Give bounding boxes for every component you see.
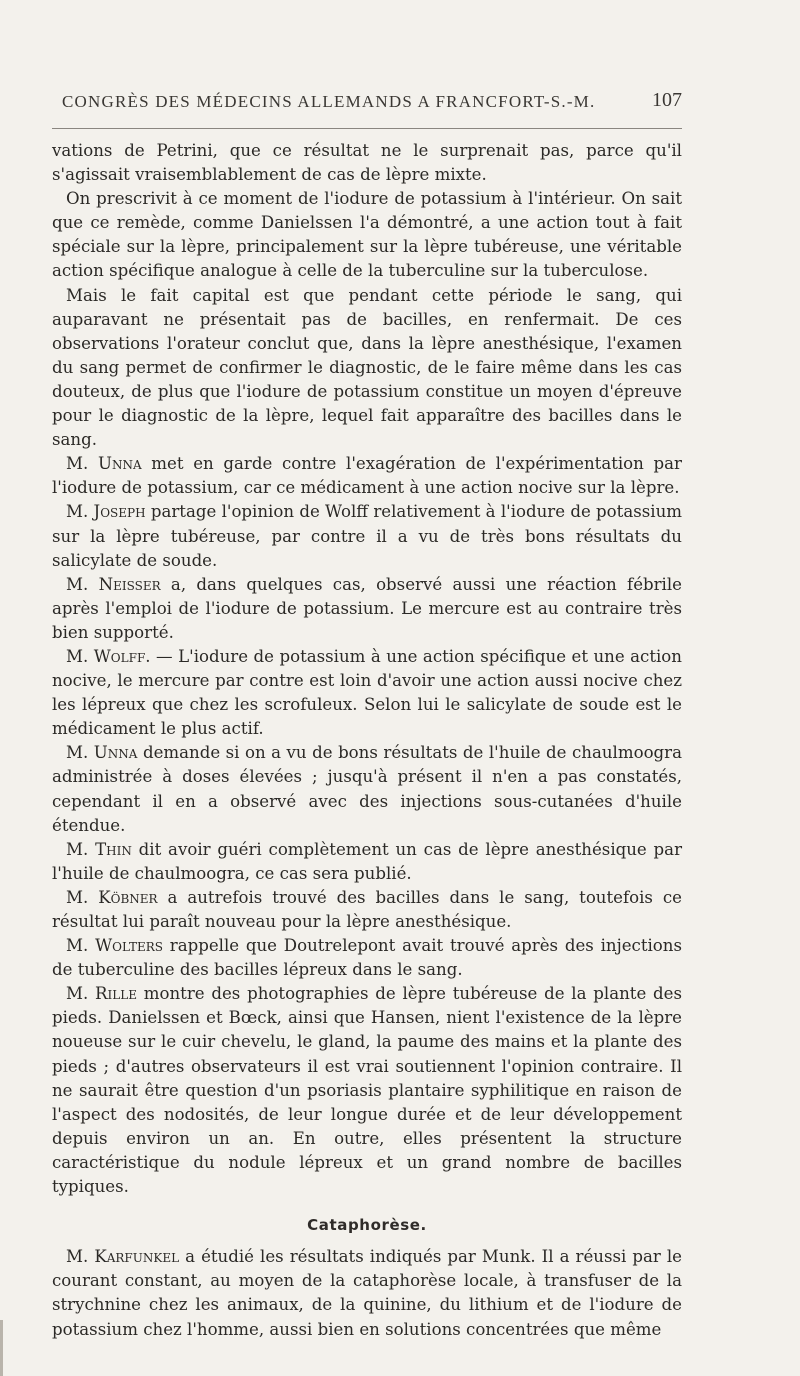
paragraph-thin: M. Thin dit avoir guéri complètement un cas de lèpre anesthésique par l'huile de chaulmoogra, ce cas sera publié. — [52, 839, 683, 883]
page-edge-mark — [0, 1320, 3, 1376]
section-heading: Cataphorèse. — [307, 1216, 427, 1235]
paragraph-2: On prescrivit à ce moment de l'iodure de potassium à l'intérieur. On sait que ce remède, comme Danielssen l'a démontré, a une action tout à fait spéciale sur la lèpre, principalement sur la lèpre tubéreuse, une véritable action spécifique analogue à celle de la tuberculine sur la tuberculose. — [52, 189, 682, 281]
paragraph-karfunkel: M. Karfunkel a étudié les résultats indiqués par Munk. Il a réussi par le courant constant, au moyen de la cataphorèse locale, à transfuser de la strychnine chez les animaux, de la quinine, du lithium et de l'iodure de potassium chez l'homme, aussi bien en solutions concentrées que même — [52, 1247, 682, 1339]
speaker-name: Joseph — [93, 502, 146, 522]
speaker-name: Unna — [93, 743, 138, 763]
page-number: 107 — [652, 89, 682, 111]
paragraph-unna-1: M. Unna met en garde contre l'exagération de l'expérimentation par l'iodure de potassium, car ce médicament à une action nocive sur la lèpre. — [52, 454, 682, 498]
body-text — [52, 139, 682, 1342]
paragraph-kobner: M. Köbner a autrefois trouvé des bacilles dans le sang, toutefois ce résultat lui paraît nouveau pour la lèpre anesthésique. — [52, 887, 682, 931]
header-rule — [52, 128, 682, 129]
speaker-name: Unna — [97, 454, 142, 474]
running-head-title: CONGRÈS DES MÉDECINS ALLEMANDS A FRANCFORT-S.-M. — [62, 92, 596, 111]
paragraph-rille: M. Rille montre des photographies de lèpre tubéreuse de la plante des pieds. Danielssen et Bœck, ainsi que Hansen, nient l'existence de la lèpre noueuse sur le cuir chevelu, le gland, la paume des mains et la plante des pieds ; d'autres observateurs il est vrai soutiennent l'opinion contraire. Il ne saurait être question d'un psoriasis plantaire syphilitique en raison de l'aspect des nodosités, de leur longue durée et de leur développement depuis environ un an. En outre, elles présentent la structure caractéristique du nodule lépreux et un grand nombre de bacilles typiques. — [52, 984, 682, 1197]
paragraph-wolters: M. Wolters rappelle que Doutrelepont avait trouvé après des injections de tuberculine des bacilles lépreux dans le sang. — [52, 936, 682, 980]
book-page — [52, 86, 682, 1342]
paragraph-unna-2: M. Unna demande si on a vu de bons résultats de l'huile de chaulmoogra administrée à doses élevées ; jusqu'à présent il n'en a pas constatés, cependant il en a observé avec des injections sous-cutanées d'huile étendue. — [52, 743, 683, 835]
paragraph-wolff: M. Wolff. — L'iodure de potassium à une action spécifique et une action nocive, le mercure par contre est loin d'avoir une action aussi nocive chez les lépreux que chez les scrofuleux. Selon lui le salicylate de soude est le médicament le plus actif. — [52, 646, 682, 739]
paragraph-joseph: M. Joseph partage l'opinion de Wolff relativement à l'iodure de potassium sur la lèpre tubéreuse, par contre il a vu de très bons résultats du salicylate de soude. — [52, 502, 682, 570]
paragraph-3: Mais le fait capital est que pendant cette période le sang, qui auparavant ne présentait pas de bacilles, en renfermait. De ces observations l'orateur conclut que, dans la lèpre anesthésique, l'examen du sang permet de confirmer le diagnostic, de le faire même dans les cas douteux, de plus que l'iodure de potassium constitue un moyen d'épreuve pour le diagnostic de la lèpre, lequel fait apparaître des bacilles dans le sang. — [52, 285, 682, 450]
speaker-name: Neisser — [98, 574, 161, 594]
paragraph-neisser: M. Neisser a, dans quelques cas, observé aussi une réaction fébrile après l'emploi de l'iodure de potassium. Le mercure est au contraire très bien supporté. — [52, 574, 682, 642]
speaker-name: Wolters — [95, 936, 163, 956]
paragraph-1: vations de Petrini, que ce résultat ne le surprenait pas, parce qu'il s'agissait vraisemblablement de cas de lèpre mixte. — [52, 141, 682, 185]
speaker-name: Köbner — [98, 887, 158, 907]
speaker-name: Thin — [95, 839, 132, 859]
speaker-name: Karfunkel — [94, 1247, 180, 1267]
running-head — [52, 86, 682, 120]
speaker-name: Wolff. — [93, 646, 151, 666]
speaker-name: Rille — [95, 984, 137, 1004]
